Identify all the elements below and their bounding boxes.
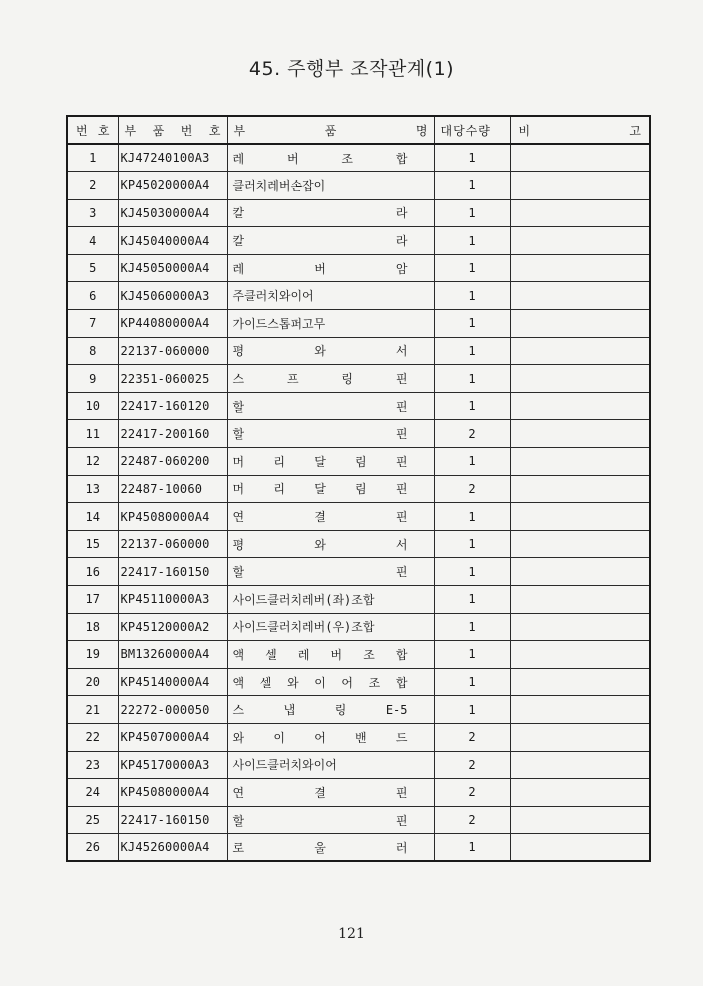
cell-part-no: KP45110000A3: [118, 586, 227, 614]
cell-no: 10: [67, 392, 118, 420]
table-row: [67, 282, 650, 310]
cell-part-no: KP45070000A4: [118, 723, 227, 751]
cell-part-no: KJ45050000A4: [118, 254, 227, 282]
table-row: [67, 310, 650, 338]
cell-qty: 2: [434, 723, 510, 751]
cell-name: 칼 라: [227, 227, 434, 255]
cell-no: 2: [67, 172, 118, 200]
table-row: [67, 227, 650, 255]
cell-note: [510, 254, 650, 282]
cell-no: 14: [67, 503, 118, 531]
cell-name: 스 냅 링 E-5: [227, 696, 434, 724]
cell-qty: 1: [434, 586, 510, 614]
cell-qty: 1: [434, 337, 510, 365]
cell-note: [510, 337, 650, 365]
cell-name: 액 셀 와 이 어 조 합: [227, 668, 434, 696]
cell-qty: 1: [434, 310, 510, 338]
cell-name: 할 핀: [227, 392, 434, 420]
table-row: [67, 558, 650, 586]
cell-no: 7: [67, 310, 118, 338]
cell-note: [510, 586, 650, 614]
cell-note: [510, 503, 650, 531]
cell-qty: 1: [434, 613, 510, 641]
cell-name: 머 리 달 림 핀: [227, 448, 434, 476]
cell-note: [510, 668, 650, 696]
cell-name: 레 버 조 합: [227, 144, 434, 172]
cell-note: [510, 448, 650, 476]
cell-qty: 1: [434, 668, 510, 696]
table-row: [67, 668, 650, 696]
table-row: [67, 337, 650, 365]
cell-qty: 1: [434, 641, 510, 669]
cell-name: 연 결 핀: [227, 779, 434, 807]
table-row: [67, 834, 650, 862]
cell-part-no: 22487-10060: [118, 475, 227, 503]
cell-part-no: KP45080000A4: [118, 779, 227, 807]
cell-name: 스 프 링 핀: [227, 365, 434, 393]
cell-no: 11: [67, 420, 118, 448]
cell-name: 할 핀: [227, 558, 434, 586]
header-name: 부 품 명: [227, 116, 434, 144]
cell-no: 20: [67, 668, 118, 696]
cell-name: 레 버 암: [227, 254, 434, 282]
cell-name: 머 리 달 림 핀: [227, 475, 434, 503]
cell-part-no: 22137-060000: [118, 337, 227, 365]
cell-no: 9: [67, 365, 118, 393]
table-row: [67, 503, 650, 531]
cell-no: 15: [67, 530, 118, 558]
cell-name: 가이드스톱퍼고무: [227, 310, 434, 338]
cell-note: [510, 723, 650, 751]
cell-part-no: KJ47240100A3: [118, 144, 227, 172]
cell-note: [510, 310, 650, 338]
cell-name: 평 와 서: [227, 530, 434, 558]
cell-qty: 2: [434, 779, 510, 807]
cell-name: 사이드클러치와이어: [227, 751, 434, 779]
cell-note: [510, 227, 650, 255]
table-row: [67, 696, 650, 724]
cell-qty: 2: [434, 420, 510, 448]
cell-part-no: KJ45040000A4: [118, 227, 227, 255]
cell-part-no: KJ45030000A4: [118, 199, 227, 227]
cell-note: [510, 282, 650, 310]
table-row: [67, 530, 650, 558]
cell-name: 주클러치와이어: [227, 282, 434, 310]
cell-name: 칼 라: [227, 199, 434, 227]
cell-note: [510, 172, 650, 200]
cell-no: 4: [67, 227, 118, 255]
table-row: [67, 392, 650, 420]
cell-part-no: KP44080000A4: [118, 310, 227, 338]
cell-part-no: 22137-060000: [118, 530, 227, 558]
cell-qty: 1: [434, 365, 510, 393]
page-title: 45. 주행부 조작관계(1): [248, 58, 455, 80]
cell-name: 할 핀: [227, 806, 434, 834]
table-row: [67, 641, 650, 669]
cell-part-no: BM13260000A4: [118, 641, 227, 669]
cell-no: 5: [67, 254, 118, 282]
header-note: 비 고: [510, 116, 650, 144]
cell-name: 연 결 핀: [227, 503, 434, 531]
cell-part-no: KP45170000A3: [118, 751, 227, 779]
cell-no: 25: [67, 806, 118, 834]
cell-no: 3: [67, 199, 118, 227]
cell-no: 22: [67, 723, 118, 751]
table-row: [67, 254, 650, 282]
cell-part-no: KJ45260000A4: [118, 834, 227, 862]
cell-no: 18: [67, 613, 118, 641]
table-row: [67, 475, 650, 503]
cell-note: [510, 779, 650, 807]
cell-no: 1: [67, 144, 118, 172]
cell-name: 평 와 서: [227, 337, 434, 365]
table-row: [67, 723, 650, 751]
table-body: [67, 144, 650, 861]
table-row: [67, 365, 650, 393]
cell-name: 클러치레버손잡이: [227, 172, 434, 200]
cell-qty: 1: [434, 834, 510, 862]
cell-qty: 1: [434, 503, 510, 531]
parts-table: [66, 115, 651, 862]
cell-note: [510, 420, 650, 448]
cell-note: [510, 834, 650, 862]
cell-note: [510, 475, 650, 503]
cell-note: [510, 558, 650, 586]
cell-name: 액 셀 레 버 조 합: [227, 641, 434, 669]
cell-no: 21: [67, 696, 118, 724]
cell-qty: 1: [434, 144, 510, 172]
cell-part-no: KP45080000A4: [118, 503, 227, 531]
cell-no: 24: [67, 779, 118, 807]
table-row: [67, 586, 650, 614]
header-part-no: 부 품 번 호: [118, 116, 227, 144]
cell-part-no: 22417-160150: [118, 558, 227, 586]
cell-qty: 1: [434, 172, 510, 200]
cell-qty: 1: [434, 282, 510, 310]
table-row: [67, 613, 650, 641]
cell-note: [510, 696, 650, 724]
cell-part-no: 22417-200160: [118, 420, 227, 448]
cell-name: 사이드클러치레버(우)조합: [227, 613, 434, 641]
cell-part-no: 22417-160150: [118, 806, 227, 834]
cell-part-no: 22417-160120: [118, 392, 227, 420]
cell-name: 할 핀: [227, 420, 434, 448]
cell-note: [510, 365, 650, 393]
cell-qty: 1: [434, 558, 510, 586]
cell-part-no: 22487-060200: [118, 448, 227, 476]
cell-qty: 1: [434, 227, 510, 255]
table-row: [67, 199, 650, 227]
table-header-row: [67, 116, 650, 144]
cell-part-no: KJ45060000A3: [118, 282, 227, 310]
cell-qty: 1: [434, 448, 510, 476]
cell-part-no: KP45120000A2: [118, 613, 227, 641]
cell-no: 19: [67, 641, 118, 669]
cell-part-no: KP45020000A4: [118, 172, 227, 200]
table-row: [67, 144, 650, 172]
cell-note: [510, 392, 650, 420]
cell-part-no: 22272-000050: [118, 696, 227, 724]
header-no: 번 호: [67, 116, 118, 144]
cell-qty: 1: [434, 199, 510, 227]
cell-note: [510, 641, 650, 669]
cell-no: 6: [67, 282, 118, 310]
cell-no: 26: [67, 834, 118, 862]
cell-no: 8: [67, 337, 118, 365]
page-number: 121: [338, 926, 365, 942]
cell-note: [510, 613, 650, 641]
cell-qty: 1: [434, 254, 510, 282]
cell-no: 12: [67, 448, 118, 476]
cell-no: 16: [67, 558, 118, 586]
cell-note: [510, 806, 650, 834]
cell-name: 로 울 러: [227, 834, 434, 862]
cell-qty: 2: [434, 806, 510, 834]
cell-part-no: 22351-060025: [118, 365, 227, 393]
table-row: [67, 751, 650, 779]
cell-no: 17: [67, 586, 118, 614]
cell-no: 23: [67, 751, 118, 779]
cell-note: [510, 199, 650, 227]
table-row: [67, 448, 650, 476]
cell-qty: 1: [434, 392, 510, 420]
table-row: [67, 172, 650, 200]
cell-qty: 1: [434, 696, 510, 724]
table-row: [67, 806, 650, 834]
cell-qty: 2: [434, 475, 510, 503]
table-row: [67, 779, 650, 807]
cell-part-no: KP45140000A4: [118, 668, 227, 696]
header-qty: 대당수량: [434, 116, 510, 144]
cell-note: [510, 530, 650, 558]
table-row: [67, 420, 650, 448]
cell-note: [510, 144, 650, 172]
cell-qty: 2: [434, 751, 510, 779]
cell-name: 와 이 어 밴 드: [227, 723, 434, 751]
cell-note: [510, 751, 650, 779]
cell-qty: 1: [434, 530, 510, 558]
cell-no: 13: [67, 475, 118, 503]
cell-name: 사이드클러치레버(좌)조합: [227, 586, 434, 614]
